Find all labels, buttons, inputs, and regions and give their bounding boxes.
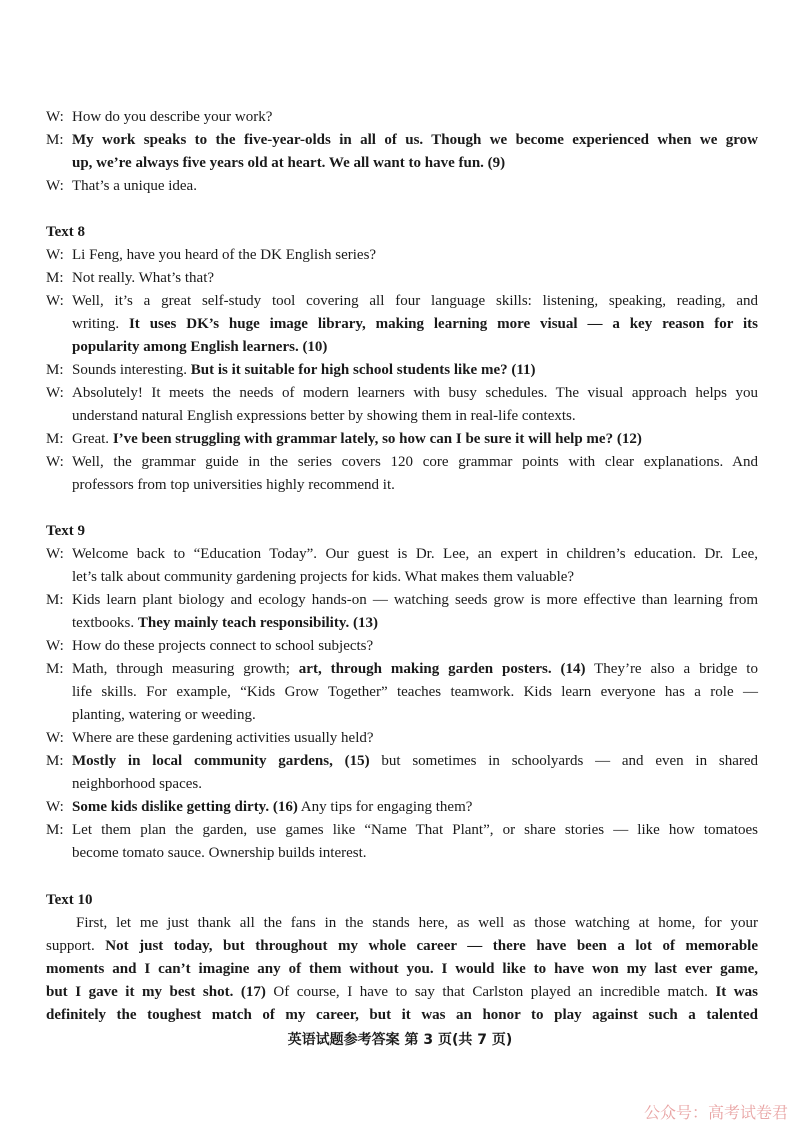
text-line [46,658,758,680]
section-heading: Text 8 [46,224,86,240]
text-line [46,912,758,934]
dialogue-text: Not really. What’s that? [72,270,215,286]
text-line [72,842,758,864]
dialogue-text: Kids learn plant biology and ecology hands-on — watching seeds grow is more effective than learning from [72,592,758,608]
speaker-label: W: [46,454,64,470]
dialogue-text: textbooks. [72,615,138,631]
dialogue-text: Li Feng, have you heard of the DK English series? [72,247,377,263]
dialogue-text: planting, watering or weeding. [72,707,256,723]
text-line [46,727,758,749]
speaker-label: M: [46,132,64,148]
speaker-label: M: [46,362,64,378]
dialogue-text: How do these projects connect to school subjects? [72,638,374,654]
text-line [72,152,758,174]
dialogue-text: Any tips for engaging them? [297,799,473,815]
text-line [46,750,758,772]
answer-text: It was [715,984,758,1000]
text-line [46,589,758,611]
text-line [46,1004,758,1026]
text-line [72,612,758,634]
text-line [46,428,758,450]
dialogue-text: Let them plan the garden, use games like “Name That Plant”, or share stories — like how tomatoes [72,822,758,838]
text-line [46,359,758,381]
text-line [46,382,758,404]
answer-text: It uses DK’s huge image library, making learning more visual — a key reason for its [128,316,758,332]
watermark: 公众号：高考试卷君 [643,1103,788,1122]
answer-text: Not just today, but throughout my whole career — there have been a lot of memorable [105,938,758,954]
answer-text: definitely the toughest match of my career, but it was an honor to play against such a talented [46,1007,758,1023]
page-footer: 英语试题参考答案 第 3 页(共 7 页) [287,1032,513,1048]
dialogue-text: Well, it’s a great self-study tool covering all four language skills: listening, speaking, reading, and [72,293,758,309]
dialogue-text: support. [46,938,106,954]
section-heading: Text 9 [46,523,86,539]
text-line [46,819,758,841]
text-line [46,451,758,473]
answer-text: but I gave it my best shot. (17) [46,984,266,1000]
speaker-label: M: [46,661,64,677]
text-line [72,313,758,335]
answer-text: But is it suitable for high school students like me? (11) [190,362,536,378]
dialogue-text: Math, through measuring growth; [72,661,299,677]
answer-text: art, through making garden posters. (14) [298,661,586,677]
text-line [46,244,758,266]
speaker-label: W: [46,730,64,746]
text-line [46,129,758,151]
text-line [46,175,758,197]
dialogue-text: writing. [72,316,129,332]
text-line [72,704,758,726]
speaker-label: W: [46,638,64,654]
dialogue-text: Sounds interesting. [72,362,191,378]
dialogue-text: life skills. For example, “Kids Grow Together” teaches teamwork. Kids learn everyone has a role — [72,684,758,700]
text-line [46,981,758,1003]
text-line [46,935,758,957]
dialogue-text: First, let me just thank all the fans in the stands here, as well as those watching at home, for your [76,915,758,931]
text-line [72,405,758,427]
dialogue-text: neighborhood spaces. [72,776,202,792]
text-line [46,958,758,980]
speaker-label: W: [46,546,64,562]
dialogue-text: They’re also a bridge to [585,661,758,677]
answer-text: Mostly in local community gardens, (15) [72,753,370,769]
speaker-label: W: [46,247,64,263]
dialogue-text: That’s a unique idea. [72,178,197,194]
dialogue-text: Where are these gardening activities usually held? [72,730,374,746]
answer-text: They mainly teach responsibility. (13) [137,615,378,631]
dialogue-text: Welcome back to “Education Today”. Our guest is Dr. Lee, an expert in children’s education. Dr. Lee, [72,546,758,562]
answer-text: Some kids dislike getting dirty. (16) [72,799,298,815]
speaker-label: M: [46,753,64,769]
speaker-label: M: [46,592,64,608]
text-line [72,566,758,588]
text-line [46,290,758,312]
text-line [46,267,758,289]
answer-text: moments and I can’t imagine any of them without you. I would like to have won my last ever game, [46,961,758,977]
section-heading: Text 10 [46,892,93,908]
dialogue-text: but sometimes in schoolyards — and even in shared [369,753,759,769]
text-line [46,635,758,657]
speaker-label: W: [46,799,64,815]
speaker-label: W: [46,178,64,194]
dialogue-text: Of course, I have to say that Carlston played an incredible match. [265,984,716,1000]
speaker-label: W: [46,385,64,401]
dialogue-text: understand natural English expressions better by showing them in real-life contexts. [72,408,576,424]
answer-text: up, we’re always five years old at heart. We all want to have fun. (9) [72,155,506,171]
dialogue-text: Absolutely! It meets the needs of modern learners with busy schedules. The visual approach helps you [72,385,758,401]
text-line [72,681,758,703]
dialogue-text: How do you describe your work? [72,109,273,125]
speaker-label: M: [46,822,64,838]
speaker-label: M: [46,270,64,286]
dialogue-text: professors from top universities highly recommend it. [72,477,395,493]
text-line [72,474,758,496]
speaker-label: M: [46,431,64,447]
answer-text: popularity among English learners. (10) [72,339,328,355]
text-line [72,336,758,358]
text-line [46,796,758,818]
dialogue-text: let’s talk about community gardening projects for kids. What makes them valuable? [72,569,575,585]
speaker-label: W: [46,109,64,125]
dialogue-text: Great. [72,431,113,447]
speaker-label: W: [46,293,64,309]
text-line [72,773,758,795]
text-line [46,543,758,565]
dialogue-text: become tomato sauce. Ownership builds interest. [72,845,367,861]
text-line [46,106,758,128]
answer-text: My work speaks to the five-year-olds in all of us. Though we become experienced when we grow [72,132,758,148]
answer-text: I’ve been struggling with grammar lately, so how can I be sure it will help me? (12) [112,431,642,447]
dialogue-text: Well, the grammar guide in the series covers 120 core grammar points with clear explanations. And [72,454,758,470]
